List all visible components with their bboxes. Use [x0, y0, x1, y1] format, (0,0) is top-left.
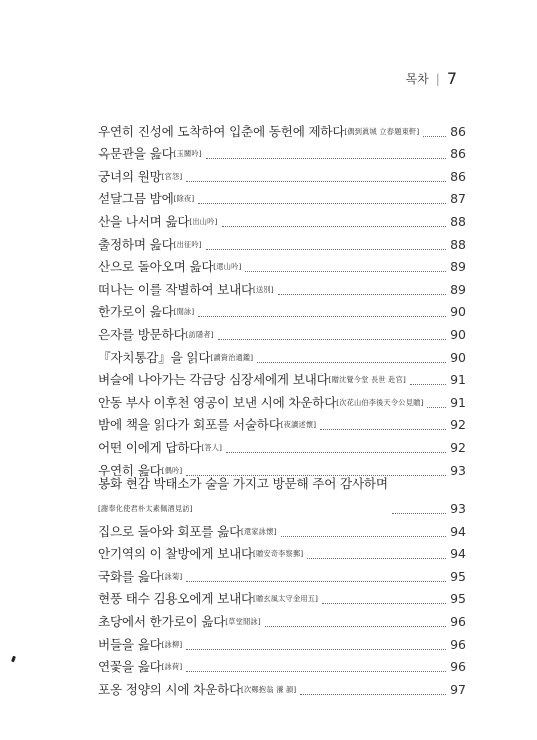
toc-entry-page: 91 [450, 372, 466, 388]
dot-leader [322, 602, 446, 604]
toc-entry-title: 연꽃을 읊다 [98, 659, 162, 675]
toc-entry [98, 607, 466, 630]
toc-entry-page: 87 [450, 191, 466, 207]
toc-entry-hanja: [贈安奇李察郵] [253, 549, 304, 559]
toc-entry-title: 어떤 이에게 답하다 [98, 439, 202, 455]
toc-entry [98, 140, 466, 163]
toc-entry-page: 86 [450, 168, 466, 184]
toc-entry-page: 89 [450, 281, 466, 297]
dot-leader [300, 693, 446, 695]
toc-entry-page: 90 [450, 326, 466, 342]
toc-entry-page: 94 [450, 523, 466, 539]
toc-entry-title: 국화를 읊다 [98, 568, 162, 584]
toc-entry-text [98, 475, 388, 517]
toc-entry-hanja: [詠柳] [161, 639, 183, 649]
dot-leader [206, 157, 446, 159]
toc-entry [98, 540, 466, 563]
toc-entry-title: 현풍 태수 김용오에게 보내다 [98, 591, 253, 607]
dot-leader [198, 202, 446, 204]
toc-entry [98, 476, 466, 518]
toc-entry-page: 91 [450, 394, 466, 410]
toc-entry [98, 320, 466, 343]
toc-entry-title: 안동 부사 이후천 영공이 보낸 시에 차운하다 [98, 394, 337, 410]
toc-entry-title: 봉화 현감 박태소가 술을 가지고 방문해 주어 감사하며 [98, 476, 388, 492]
toc-entry [98, 630, 466, 653]
toc-entry-page: 88 [450, 213, 466, 229]
toc-entry-hanja: [贈玄風太守金用五] [253, 594, 319, 604]
toc-entry-page: 90 [450, 304, 466, 320]
toc-entry-page: 94 [450, 546, 466, 562]
toc-entry [98, 298, 466, 321]
toc-entry-page: 96 [450, 659, 466, 675]
toc-entry-page: 95 [450, 568, 466, 584]
toc-entry [98, 253, 466, 276]
toc-entry [98, 207, 466, 230]
toc-entry-page: 96 [450, 636, 466, 652]
toc-entry-title: 은자를 방문하다 [98, 326, 186, 342]
toc-entry-title: 안기역의 이 찰방에게 보내다 [98, 546, 253, 562]
toc-entry-hanja: [送別] [253, 284, 274, 294]
dot-leader [198, 315, 446, 317]
toc-entry-hanja: [贈沈覺今堂 長世 赴官] [328, 375, 407, 385]
toc-entry-title: 산을 나서며 읊다 [98, 213, 190, 229]
toc-entry-hanja: [閒詠] [173, 307, 195, 317]
running-header [406, 69, 457, 88]
toc-entry-page: 89 [450, 259, 466, 275]
toc-entry-page: 97 [450, 681, 466, 697]
toc-entry-title: 벼슬에 나아가는 각금당 심장세에게 보내다 [98, 372, 329, 388]
toc-entry-hanja: [除夜] [173, 194, 195, 204]
toc-entry-hanja: [還山吟] [213, 262, 242, 272]
toc-entry [98, 585, 466, 608]
toc-entry-page: 90 [450, 349, 466, 365]
toc-entry [98, 275, 466, 298]
toc-entry-hanja: [謝奉化使君朴太素佩酒見訪] [98, 504, 193, 514]
toc-entry-title: 버들을 읊다 [98, 636, 162, 652]
toc-entry [98, 117, 466, 140]
toc-entry-title: 집으로 돌아와 회포를 읊다 [98, 523, 242, 539]
dot-leader [186, 648, 446, 650]
page-number: 7 [446, 69, 457, 88]
toc-entry-title: 초당에서 한가로이 읊다 [98, 614, 226, 630]
toc-entry-hanja: [出征吟] [173, 239, 202, 249]
toc-entry-title: 우연히 진성에 도착하여 입춘에 동헌에 제하다 [98, 123, 345, 139]
toc-entry-hanja: [偶吟] [161, 465, 183, 475]
toc-entry-hanja: [次花山伯李後天令公見贈] [336, 397, 424, 407]
toc-entry-page: 86 [450, 146, 466, 162]
dot-leader [427, 406, 446, 408]
dot-leader [226, 451, 446, 453]
dot-leader [186, 180, 446, 182]
toc-entry [98, 388, 466, 411]
dot-leader [186, 670, 446, 672]
toc-entry-title: 『자치통감』을 읽다 [98, 349, 211, 365]
toc-entry-title: 산으로 돌아오며 읊다 [98, 259, 214, 275]
toc-entry-title: 출정하며 읊다 [98, 236, 174, 252]
dot-leader [423, 135, 446, 137]
toc-entry-page: 93 [450, 462, 466, 478]
toc-entry-hanja: [偶到眞城 立春題東軒] [344, 126, 420, 136]
dot-leader [410, 383, 446, 385]
toc-entry-title: 떠나는 이를 작별하여 보내다 [98, 281, 253, 297]
dot-leader [218, 338, 446, 340]
toc-entry-title: 포옹 정양의 시에 차운하다 [98, 681, 242, 697]
dot-leader [320, 428, 446, 430]
toc-entry [98, 162, 466, 185]
toc-entry-hanja: [訪隱者] [185, 329, 214, 339]
toc-entry-page: 95 [450, 591, 466, 607]
toc-entry-page: 96 [450, 614, 466, 630]
dot-leader [307, 557, 446, 559]
toc-entry-page: 93 [450, 501, 466, 517]
toc-entry [98, 675, 466, 698]
toc-entry-title: 옥문관을 읊다 [98, 146, 174, 162]
table-of-contents [98, 117, 466, 698]
toc-entry [98, 366, 466, 389]
toc-entry-title: 밤에 책을 읽다가 회포를 서술하다 [98, 417, 281, 433]
toc-entry-title: 한가로이 읊다 [98, 304, 174, 320]
toc-entry-title: 우연히 읊다 [98, 462, 162, 478]
ink-mark [11, 656, 16, 663]
dot-leader [186, 580, 446, 582]
section-label: 목차 [405, 72, 429, 86]
toc-entry [98, 343, 466, 366]
header-separator: | [435, 71, 440, 86]
toc-entry [98, 230, 466, 253]
toc-entry-hanja: [還家詠懷] [241, 526, 277, 536]
toc-entry [98, 653, 466, 676]
dot-leader [245, 270, 446, 272]
dot-leader [265, 625, 446, 627]
toc-entry-hanja: [宮怨] [161, 171, 183, 181]
toc-entry [98, 433, 466, 456]
toc-entry-hanja: [讀資治通鑑] [210, 352, 254, 362]
dot-leader [278, 293, 446, 295]
toc-entry-hanja: [詠荷] [161, 662, 183, 672]
toc-entry-hanja: [答人] [201, 442, 223, 452]
toc-entry [98, 185, 466, 208]
toc-entry [98, 517, 466, 540]
dot-leader [392, 512, 446, 514]
dot-leader [257, 361, 446, 363]
toc-entry-hanja: [詠菊] [161, 571, 183, 581]
toc-entry [98, 562, 466, 585]
toc-entry-title: 궁녀의 원망 [98, 168, 162, 184]
toc-entry-title: 섣달그믐 밤에 [98, 191, 174, 207]
dot-leader [281, 535, 447, 537]
toc-entry-page: 92 [450, 417, 466, 433]
toc-entry [98, 411, 466, 434]
dot-leader [206, 248, 446, 250]
toc-entry-hanja: [玉關吟] [173, 149, 202, 159]
toc-entry-page: 86 [450, 123, 466, 139]
toc-entry-page: 88 [450, 236, 466, 252]
toc-entry-hanja: [草堂閒詠] [225, 617, 261, 627]
toc-entry-hanja: [出山吟] [189, 216, 218, 226]
toc-entry-hanja: [夜讀述懷] [280, 420, 317, 430]
dot-leader [222, 225, 447, 227]
toc-entry-page: 92 [450, 439, 466, 455]
toc-entry-hanja: [次鄭抱翁 瀁 韻] [241, 684, 297, 694]
